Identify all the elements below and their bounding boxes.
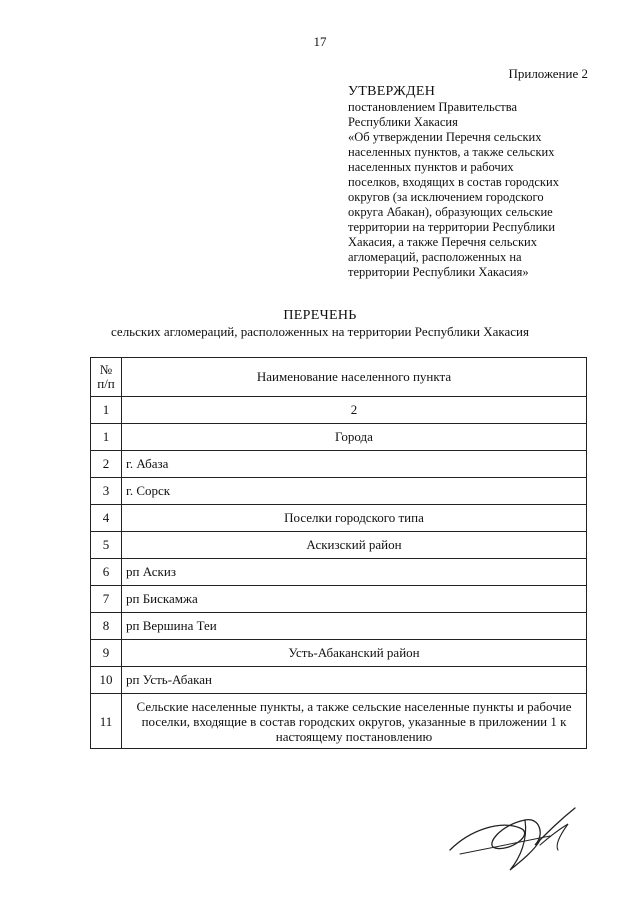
row-number: 4 xyxy=(91,505,122,532)
row-name: Усть-Абаканский район xyxy=(122,640,587,667)
table-row xyxy=(91,559,587,586)
approval-line: населенных пунктов и рабочих xyxy=(348,160,514,174)
table-row xyxy=(91,694,587,749)
row-name: рп Усть-Абакан xyxy=(122,667,587,694)
approval-line: округа Абакан), образующих сельские xyxy=(348,205,553,219)
page-number: 17 xyxy=(313,34,327,49)
row-name: Поселки городского типа xyxy=(122,505,587,532)
row-name: рп Аскиз xyxy=(122,559,587,586)
row-number: 5 xyxy=(91,532,122,559)
approval-line: территории на территории Республики xyxy=(348,220,556,234)
document-title: ПЕРЕЧЕНЬ xyxy=(283,308,357,323)
table-row xyxy=(91,424,587,451)
approval-heading: УТВЕРЖДЕН xyxy=(348,84,436,99)
table-row xyxy=(91,640,587,667)
approval-line: округов (за исключением городского xyxy=(348,190,544,204)
row-number: 6 xyxy=(91,559,122,586)
approval-line: агломераций, расположенных на xyxy=(348,250,522,264)
row-number: 2 xyxy=(91,451,122,478)
row-number: 3 xyxy=(91,478,122,505)
header-number-symbol: № xyxy=(99,362,113,377)
table-header-row xyxy=(91,358,587,397)
row-name: рп Бискамжа xyxy=(122,586,587,613)
row-name: 2 xyxy=(122,397,587,424)
row-name: Аскизский район xyxy=(122,532,587,559)
table-row xyxy=(91,505,587,532)
approval-line: Хакасия, а также Перечня сельских xyxy=(348,235,537,249)
approval-line: поселков, входящих в состав городских xyxy=(348,175,559,189)
header-name-cell: Наименование населенного пункта xyxy=(122,358,587,397)
row-number: 1 xyxy=(91,424,122,451)
row-number: 8 xyxy=(91,613,122,640)
row-name: Города xyxy=(122,424,587,451)
table-row xyxy=(91,397,587,424)
header-number-label: п/п xyxy=(97,376,115,391)
table-row xyxy=(91,478,587,505)
document-subtitle: сельских агломераций, расположенных на территории Республики Хакасия xyxy=(111,324,529,339)
table-row xyxy=(91,586,587,613)
row-number: 9 xyxy=(91,640,122,667)
row-name: рп Вершина Теи xyxy=(122,613,587,640)
approval-line: «Об утверждении Перечня сельских xyxy=(348,130,542,144)
table-row xyxy=(91,451,587,478)
row-number: 1 xyxy=(91,397,122,424)
approval-line: населенных пунктов, а также сельских xyxy=(348,145,555,159)
approval-line: Республики Хакасия xyxy=(348,115,458,129)
approval-line: территории Республики Хакасия» xyxy=(348,265,529,279)
row-name: г. Сорск xyxy=(122,478,587,505)
table-row xyxy=(91,613,587,640)
agglomeration-table xyxy=(90,357,587,749)
row-name: г. Абаза xyxy=(122,451,587,478)
table-row xyxy=(91,667,587,694)
row-number: 7 xyxy=(91,586,122,613)
row-number: 11 xyxy=(91,694,122,749)
table-row xyxy=(91,532,587,559)
approval-block xyxy=(348,84,598,280)
approval-line: постановлением Правительства xyxy=(348,100,518,114)
handwritten-signature xyxy=(440,790,590,880)
header-number-cell xyxy=(91,358,122,397)
row-name: Сельские населенные пункты, а также сельские населенные пункты и рабочие поселки, входящие в состав городских округов, указанные в приложении 1 к настоящему постановлению xyxy=(122,694,587,749)
appendix-label: Приложение 2 xyxy=(508,66,588,81)
row-number: 10 xyxy=(91,667,122,694)
